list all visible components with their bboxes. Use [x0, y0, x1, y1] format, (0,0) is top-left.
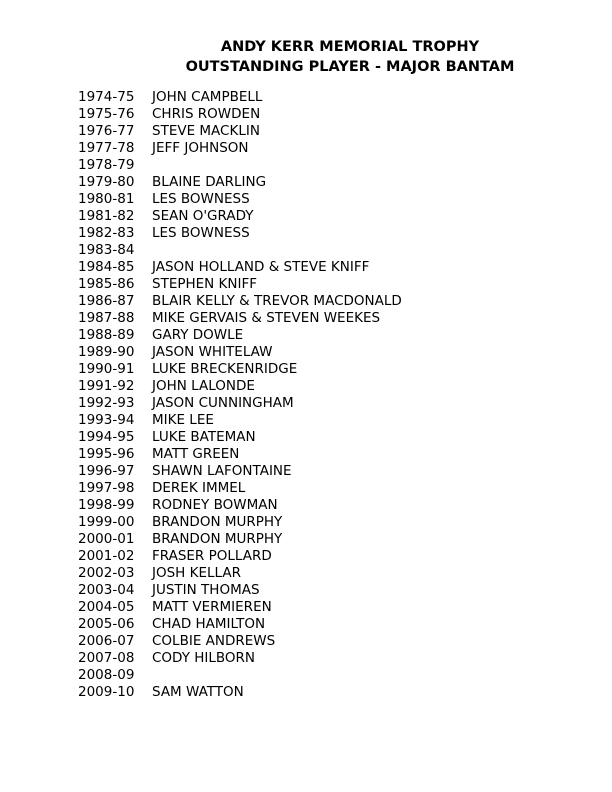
- season-year: 1986-87: [78, 293, 135, 309]
- list-item: [78, 446, 402, 463]
- season-year: 1977-78: [78, 140, 135, 156]
- list-item: [78, 310, 402, 327]
- list-item: [78, 633, 402, 650]
- list-item: [78, 123, 402, 140]
- winner-name: JOHN LALONDE: [152, 378, 255, 394]
- season-year: 1990-91: [78, 361, 135, 377]
- winner-name: LES BOWNESS: [152, 225, 250, 241]
- winner-name: JOSH KELLAR: [152, 565, 241, 581]
- winner-name: SAM WATTON: [152, 684, 244, 700]
- winner-name: BLAINE DARLING: [152, 174, 267, 190]
- winner-name: JOHN CAMPBELL: [152, 89, 263, 105]
- list-item: [78, 582, 402, 599]
- season-year: 2001-02: [78, 548, 135, 564]
- season-year: 1979-80: [78, 174, 135, 190]
- list-item: [78, 276, 402, 293]
- season-year: 1996-97: [78, 463, 135, 479]
- winner-name: JASON CUNNINGHAM: [152, 395, 294, 411]
- list-item: [78, 89, 402, 106]
- winner-name: RODNEY BOWMAN: [152, 497, 278, 513]
- season-year: 1994-95: [78, 429, 135, 445]
- season-year: 1987-88: [78, 310, 135, 326]
- list-item: [78, 157, 402, 174]
- season-year: 1982-83: [78, 225, 135, 241]
- list-item: [78, 208, 402, 225]
- list-item: [78, 293, 402, 310]
- winner-name: COLBIE ANDREWS: [152, 633, 276, 649]
- season-year: 2004-05: [78, 599, 135, 615]
- winner-name: JUSTIN THOMAS: [152, 582, 260, 598]
- winner-name: SEAN O'GRADY: [152, 208, 254, 224]
- list-item: [78, 327, 402, 344]
- winner-name: JASON WHITELAW: [152, 344, 273, 360]
- list-item: [78, 599, 402, 616]
- season-year: 1998-99: [78, 497, 135, 513]
- winner-name: JEFF JOHNSON: [152, 140, 249, 156]
- season-year: 2006-07: [78, 633, 135, 649]
- list-item: [78, 667, 402, 684]
- season-year: 2002-03: [78, 565, 135, 581]
- winner-name: GARY DOWLE: [152, 327, 244, 343]
- winner-name: STEPHEN KNIFF: [152, 276, 258, 292]
- season-year: 2007-08: [78, 650, 135, 666]
- season-year: 1992-93: [78, 395, 135, 411]
- winner-name: JASON HOLLAND & STEVE KNIFF: [152, 259, 370, 275]
- winner-name: CHAD HAMILTON: [152, 616, 266, 632]
- season-year: 1976-77: [78, 123, 135, 139]
- list-item: [78, 140, 402, 157]
- list-item: [78, 480, 402, 497]
- season-year: 1974-75: [78, 89, 135, 105]
- winner-name: BRANDON MURPHY: [152, 531, 283, 547]
- season-year: 1983-84: [78, 242, 135, 258]
- season-year: 1995-96: [78, 446, 135, 462]
- list-item: [78, 174, 402, 191]
- season-year: 1991-92: [78, 378, 135, 394]
- season-year: 1980-81: [78, 191, 135, 207]
- title-line-1: ANDY KERR MEMORIAL TROPHY: [220, 39, 480, 55]
- list-item: [78, 344, 402, 361]
- winner-name: MIKE GERVAIS & STEVEN WEEKES: [152, 310, 381, 326]
- winner-name: CHRIS ROWDEN: [152, 106, 261, 122]
- list-item: [78, 106, 402, 123]
- winners-list: [78, 89, 402, 701]
- winner-name: LUKE BATEMAN: [152, 429, 256, 445]
- winner-name: CODY HILBORN: [152, 650, 256, 666]
- list-item: [78, 412, 402, 429]
- season-year: 1978-79: [78, 157, 135, 173]
- winner-name: STEVE MACKLIN: [152, 123, 260, 139]
- winner-name: DEREK IMMEL: [152, 480, 246, 496]
- list-item: [78, 650, 402, 667]
- season-year: 1981-82: [78, 208, 135, 224]
- list-item: [78, 429, 402, 446]
- winner-name: BLAIR KELLY & TREVOR MACDONALD: [152, 293, 402, 309]
- winner-name: LUKE BRECKENRIDGE: [152, 361, 298, 377]
- list-item: [78, 395, 402, 412]
- winner-name: MIKE LEE: [152, 412, 214, 428]
- season-year: 1993-94: [78, 412, 135, 428]
- season-year: 1997-98: [78, 480, 135, 496]
- season-year: 1999-00: [78, 514, 135, 530]
- season-year: 2005-06: [78, 616, 135, 632]
- list-item: [78, 548, 402, 565]
- list-item: [78, 565, 402, 582]
- season-year: 1984-85: [78, 259, 135, 275]
- list-item: [78, 378, 402, 395]
- season-year: 2008-09: [78, 667, 135, 683]
- season-year: 2000-01: [78, 531, 135, 547]
- list-item: [78, 259, 402, 276]
- list-item: [78, 514, 402, 531]
- season-year: 1985-86: [78, 276, 135, 292]
- winner-name: FRASER POLLARD: [152, 548, 272, 564]
- list-item: [78, 225, 402, 242]
- winner-name: BRANDON MURPHY: [152, 514, 283, 530]
- winner-name: MATT GREEN: [152, 446, 240, 462]
- list-item: [78, 463, 402, 480]
- list-item: [78, 191, 402, 208]
- winner-name: LES BOWNESS: [152, 191, 250, 207]
- season-year: 1975-76: [78, 106, 135, 122]
- season-year: 2003-04: [78, 582, 135, 598]
- winner-name: MATT VERMIEREN: [152, 599, 272, 615]
- list-item: [78, 497, 402, 514]
- list-item: [78, 531, 402, 548]
- list-item: [78, 361, 402, 378]
- list-item: [78, 684, 402, 701]
- list-item: [78, 242, 402, 259]
- title-line-2: OUTSTANDING PLAYER - MAJOR BANTAM: [185, 59, 515, 75]
- season-year: 1989-90: [78, 344, 135, 360]
- winner-name: SHAWN LAFONTAINE: [152, 463, 292, 479]
- season-year: 2009-10: [78, 684, 135, 700]
- list-item: [78, 616, 402, 633]
- season-year: 1988-89: [78, 327, 135, 343]
